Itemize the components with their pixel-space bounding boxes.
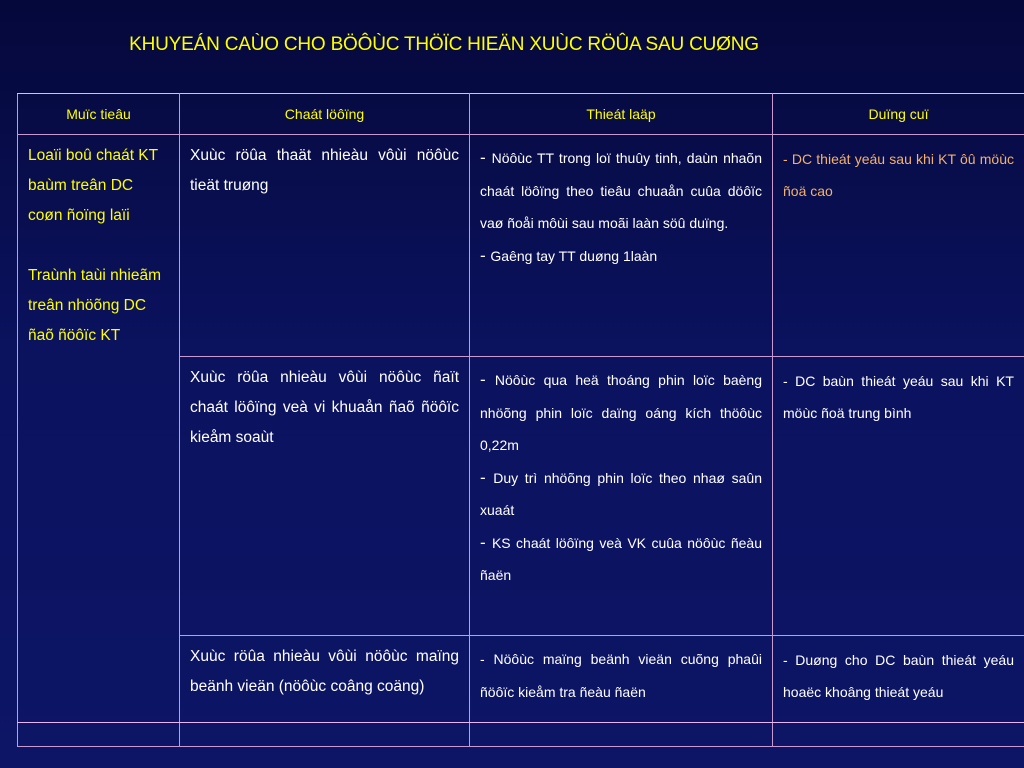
header-quality: Chaát löôïng — [180, 94, 470, 135]
objective-cell — [18, 135, 180, 747]
objective-text-2: Traùnh taùi nhieãm treân nhöõng DC ñaõ ñöôïc KT — [28, 267, 161, 344]
slide-title-text: KHUYEÁN CAÙO CHO BÖÔÙC THÖÏC HIEÄN XUÙC RÖÛA SAU CUØNG — [129, 34, 759, 55]
slide-title — [0, 34, 1024, 56]
objective-text-1: Loaïi boû chaát KT baùm treân DC coøn ñoïng laïi — [28, 147, 158, 224]
setup-item: - KS chaát löôïng veà VK cuûa nöôùc ñeàu ñaën — [480, 532, 762, 583]
setup-cell — [470, 357, 773, 636]
tools-cell: - DC baùn thieát yeáu sau khi KT möùc ñoä trung bình — [773, 357, 1024, 636]
quality-cell: Xuùc röûa thaät nhieàu vôùi nöôùc tieät truøng — [180, 135, 470, 357]
tools-cell: - DC thieát yeáu sau khi KT ôû möùc ñoä cao — [773, 135, 1024, 357]
table-row — [18, 135, 1024, 357]
quality-cell: Xuùc röûa nhieàu vôùi nöôùc maïng beänh vieän (nöôùc coâng coäng) — [180, 636, 470, 747]
tools-cell: - Duøng cho DC baùn thieát yeáu hoaëc khoâng thieát yeáu — [773, 636, 1024, 747]
table-bottom-border — [17, 722, 1024, 723]
table-header-row — [18, 94, 1024, 135]
setup-cell — [470, 135, 773, 357]
setup-item: - Nöôùc TT trong loï thuûy tinh, daùn nhaõn chaát löôïng theo tieâu chuaån cuûa döôïc vaø ñoåi môùi sau moãi laàn söû duïng. — [480, 148, 762, 231]
header-objective: Muïc tieâu — [18, 94, 180, 135]
setup-item: - Gaêng tay TT duøng 1laàn — [480, 245, 658, 265]
setup-item: - Duy trì nhöõng phin loïc theo nhaø saûn xuaát — [480, 467, 762, 518]
quality-cell: Xuùc röûa nhieàu vôùi nöôùc ñaït chaát löôïng veà vi khuaån ñaõ ñöôïc kieåm soaùt — [180, 357, 470, 636]
header-tools: Duïng cuï — [773, 94, 1024, 135]
header-setup: Thieát laäp — [470, 94, 773, 135]
setup-cell: - Nöôùc maïng beänh vieän cuõng phaûi ñöôïc kieåm tra ñeàu ñaën — [470, 636, 773, 747]
setup-item: - Nöôùc qua heä thoáng phin loïc baèng nhöõng phin loïc daïng oáng kích thöôùc 0,22m — [480, 370, 762, 453]
guideline-table — [17, 93, 1024, 747]
